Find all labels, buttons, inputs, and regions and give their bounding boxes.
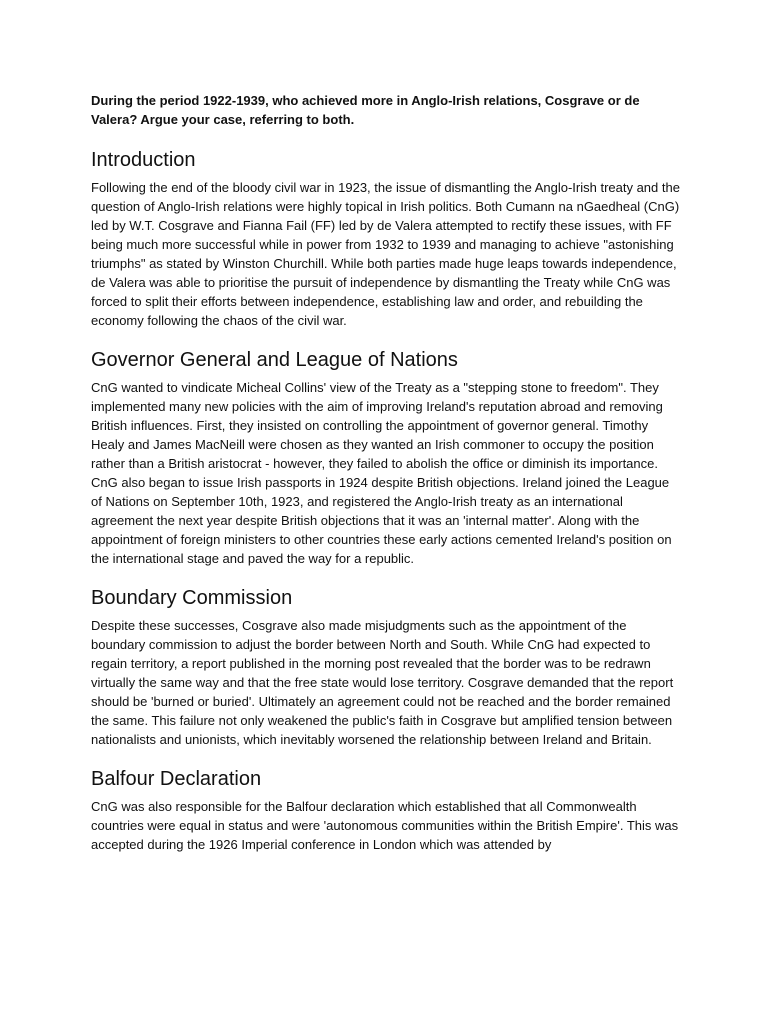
section-boundary-commission [91, 585, 681, 749]
section-governor-general [91, 347, 681, 568]
document-page [91, 91, 681, 871]
section-heading: Introduction [91, 149, 196, 171]
section-heading: Governor General and League of Nations [91, 349, 458, 371]
section-paragraph: Following the end of the bloody civil war in 1923, the issue of dismantling the Anglo-Irish treaty and the question of Anglo-Irish relations were highly topical in Irish politics. Both Cumann na nGaedheal (CnG) led by W.T. Cosgrave and Fianna Fail (FF) led by de Valera attempted to rectify these issues, with FF being much more successful while in power from 1932 to 1939 and managing to achieve "astonishing triumphs" as stated by Winston Churchill. While both parties made huge leaps towards independence, de Valera was able to prioritise the pursuit of independence by dismantling the Treaty while CnG was forced to split their efforts between independence, establishing law and order, and rebuilding the economy following the chaos of the civil war. [91, 180, 680, 328]
section-paragraph: CnG was also responsible for the Balfour declaration which established that all Commonwealth countries were equal in status and were 'autonomous communities within the British Empire'. This was accepted during the 1926 Imperial conference in London which was attended by [91, 799, 679, 852]
section-heading: Balfour Declaration [91, 768, 262, 790]
essay-question: During the period 1922-1939, who achieved more in Anglo-Irish relations, Cosgrave or de Valera? Argue your case, referring to both. [91, 93, 640, 127]
section-paragraph: Despite these successes, Cosgrave also made misjudgments such as the appointment of the boundary commission to adjust the border between North and South. While CnG had expected to regain territory, a report published in the morning post revealed that the border was to be redrawn virtually the same way and that the free state would lose territory. Cosgrave demanded that the report should be 'burned or buried'. Ultimately an agreement could not be reached and the border remained the same. This failure not only weakened the public's faith in Cosgrave but amplified tension between nationalists and unionists, which inevitably worsened the relationship between Ireland and Britain. [91, 618, 674, 747]
section-heading: Boundary Commission [91, 587, 293, 609]
section-paragraph: CnG wanted to vindicate Micheal Collins' view of the Treaty as a "stepping stone to freedom". They implemented many new policies with the aim of improving Ireland's reputation abroad and removing British influences. First, they insisted on controlling the appointment of governor general. Timothy Healy and James MacNeill were chosen as they wanted an Irish commoner to occupy the position rather than a British aristocrat - however, they failed to abolish the office or diminish its importance. CnG also began to issue Irish passports in 1924 despite British objections. Ireland joined the League of Nations on September 10th, 1923, and registered the Anglo-Irish treaty as an international agreement the next year despite British objections that it was an 'internal matter'. Along with the appointment of foreign ministers to other countries these early actions cemented Ireland's position on the international stage and paved the way for a republic. [91, 380, 672, 566]
section-balfour-declaration [91, 766, 681, 854]
section-introduction [91, 147, 681, 330]
